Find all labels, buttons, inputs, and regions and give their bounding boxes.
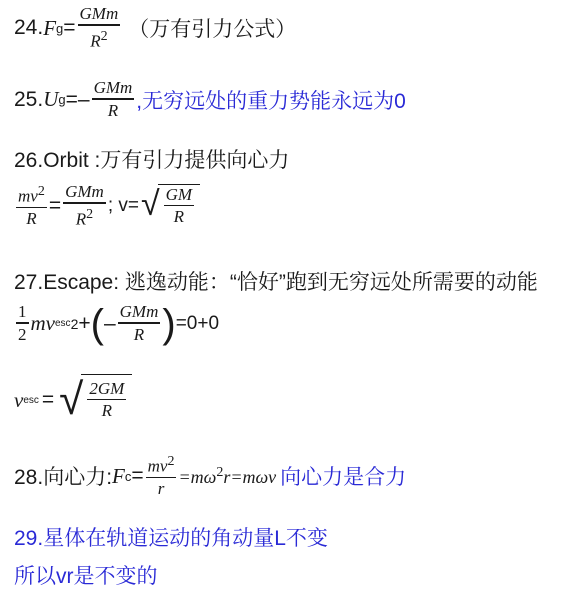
left-paren: ( [90, 301, 104, 346]
formula-29-line1: 29.星体在轨道运动的角动量L不变 [14, 527, 328, 550]
radical-sign: √ [140, 184, 160, 223]
fraction [92, 78, 135, 122]
formula-24 [14, 4, 296, 52]
formula-27-title: 27.Escape: 逃逸动能：“恰好”跑到无穷远处所需要的动能 [14, 271, 538, 294]
v-symbol: v [14, 387, 24, 412]
fraction: $\frac{mv^2}{r}$ [147, 454, 175, 499]
formula-note: ,无穷远处的重力势能永远为0 [136, 89, 406, 113]
formula-note: 向心力是合力 [280, 466, 407, 490]
formula-28 [14, 452, 406, 500]
numerator: GMm [79, 4, 119, 23]
equals: = [63, 16, 76, 40]
esc-subscript: esc [23, 394, 39, 406]
radical-sign: √ [59, 375, 84, 424]
item-number: 25. [14, 87, 44, 111]
formula-27 [14, 302, 219, 346]
numerator: GMm [93, 78, 133, 97]
esc-subscript: esc [55, 318, 71, 330]
formula-26 [14, 182, 200, 230]
rhs-fraction [63, 182, 106, 230]
denominator: $R^2$ [90, 28, 108, 51]
half-fraction: $\frac{1}{2}$ [18, 302, 27, 344]
plus: + [78, 311, 91, 335]
rhs-denominator: $R^2$ [75, 206, 94, 229]
minus: – [103, 311, 116, 335]
formula-note: （万有引力公式） [128, 18, 297, 42]
fraction: $\frac{\text{GMm}}{R}$ [119, 302, 159, 344]
denominator: R [107, 100, 119, 120]
formula-29-line2: 所以vr是不变的 [14, 565, 158, 588]
sqrt-fraction: $\frac{GM}{R}$ [165, 184, 193, 227]
equals: = [41, 388, 55, 411]
square-root [59, 374, 132, 426]
separator: ; v= [107, 195, 139, 217]
force-subscript: g [56, 20, 64, 36]
square-root [141, 184, 200, 229]
lhs-numerator: $mv^2$ [18, 184, 45, 206]
equals-minus: =– [65, 87, 90, 111]
mv-term: mv [30, 311, 55, 336]
omega-expression: $=m\omega^2r=m\omega v$ [178, 464, 277, 487]
result: =0+0 [175, 312, 220, 334]
item-prefix: 28.向心力: [14, 466, 113, 490]
equals: = [48, 194, 62, 218]
square: 2 [70, 315, 79, 332]
lhs-fraction [16, 182, 47, 230]
rhs-numerator: GMm [65, 182, 104, 201]
formula-26-title: 26.Orbit :万有引力提供向心力 [14, 149, 290, 172]
potential-symbol: U [43, 87, 59, 112]
sqrt-fraction: $\frac{2GM}{R}$ [89, 378, 125, 421]
right-paren: ) [162, 301, 176, 346]
force-symbol: F [43, 15, 57, 40]
formula-25 [14, 78, 406, 122]
item-number: 24. [14, 16, 44, 40]
equals: = [131, 464, 144, 488]
force-subscript: c [124, 468, 132, 484]
fraction [78, 4, 121, 52]
potential-subscript: g [58, 92, 66, 108]
formula-27-vesc [14, 374, 132, 426]
lhs-denominator: R [26, 209, 37, 229]
force-symbol: F [112, 463, 125, 488]
